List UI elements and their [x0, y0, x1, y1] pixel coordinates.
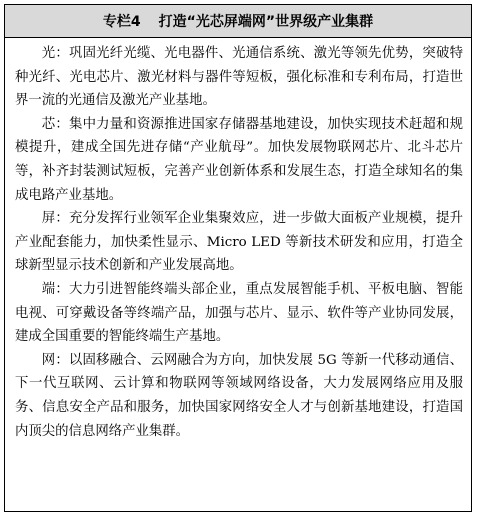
column-box — [4, 4, 472, 512]
column-content — [5, 38, 471, 443]
column-header — [5, 5, 471, 38]
column-title: 打造“光芯屏端网”世界级产业集群 — [158, 14, 374, 30]
column-number: 专栏4 — [102, 14, 141, 30]
paragraph-wang: 网：以固移融合、云网融合为方向，加快发展 5G 等新一代移动通信、下一代互联网、云计算和物联网等领域网络设备，大力发展网络应用及服务、信息安全产品和服务，加快国家网络安全人才与创新基地建设，打造国内顶尖的信息网络产业集群。 — [15, 352, 463, 439]
paragraph-ping: 屏：充分发挥行业领军企业集聚效应，进一步做大面板产业规模，提升产业配套能力，加快柔性显示、Micro LED 等新技术研发和应用，打造全球新型显示技术创新和产业发展高地。 — [15, 211, 463, 274]
paragraph-xin: 芯：集中力量和资源推进国家存储器基地建设，加快实现技术赶超和规模提升，建成全国先进存储“产业航母”。加快发展物联网芯片、北斗芯片等，补齐封装测试短板，完善产业创新体系和发展生态，打造全球知名的集成电路产业基地。 — [15, 116, 463, 203]
paragraph-guang: 光：巩固光纤光缆、光电器件、光通信系统、激光等领先优势，突破特种光纤、光电芯片、激光材料与器件等短板，强化标准和专利布局，打造世界一流的光通信及激光产业基地。 — [15, 46, 463, 109]
paragraph-duan: 端：大力引进智能终端头部企业，重点发展智能手机、平板电脑、智能电视、可穿戴设备等终端产品，加强与芯片、显示、软件等产业协同发展，建成全国重要的智能终端生产基地。 — [15, 281, 463, 345]
